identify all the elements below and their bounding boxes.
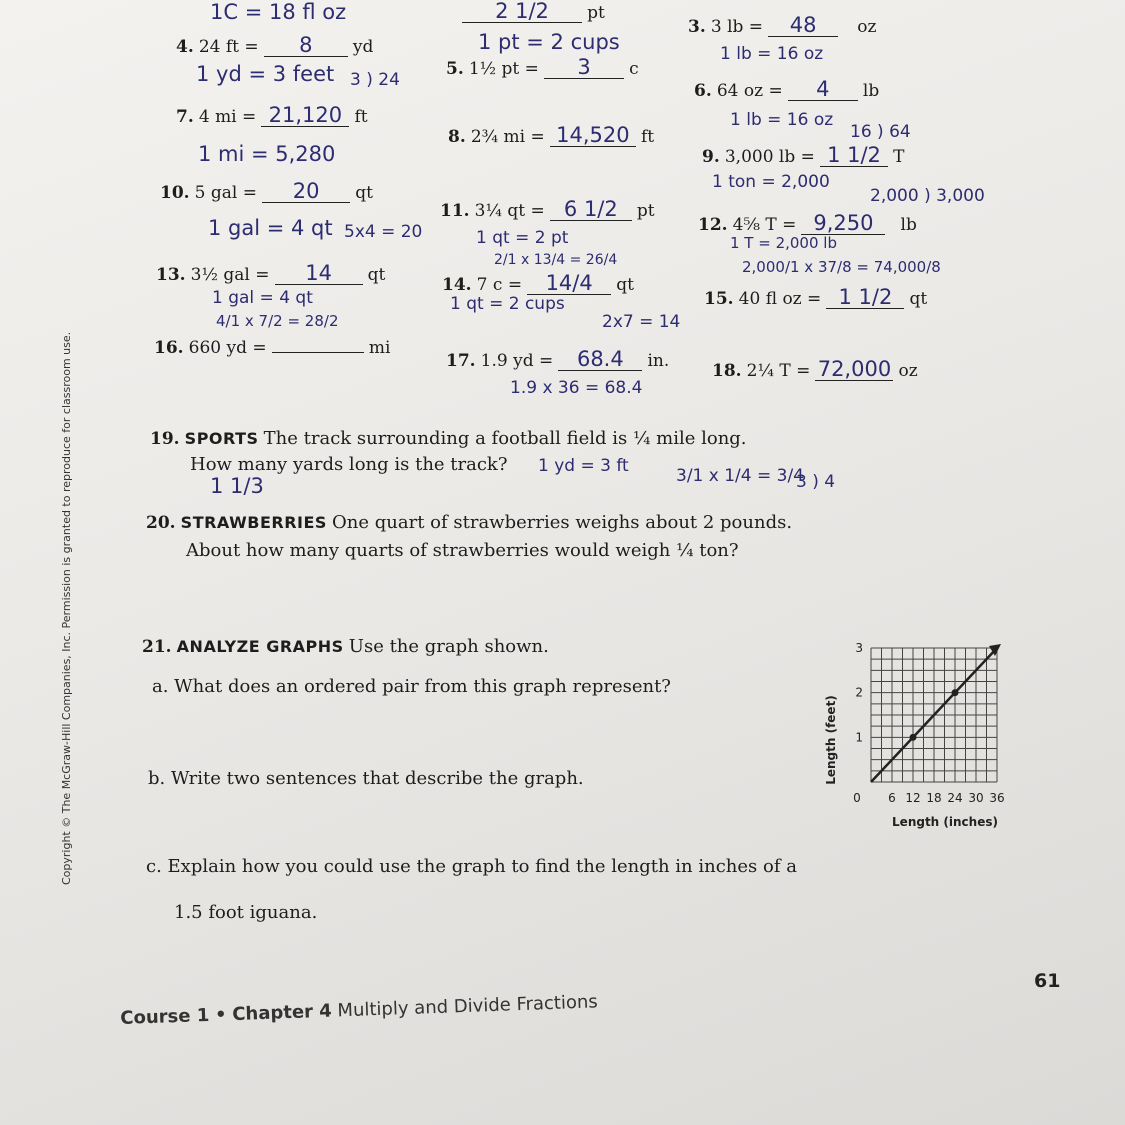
question-text: The track surrounding a football field is ¼ mile long. <box>263 428 747 449</box>
question-number: 19. <box>150 429 180 449</box>
x-tick-label: 12 <box>905 791 921 805</box>
hw-work-13: 4/1 x 7/2 = 28/2 <box>216 312 339 330</box>
y-tick-label: 1 <box>855 730 863 745</box>
graph-marks <box>871 644 1001 782</box>
problem-13 <box>156 262 385 285</box>
hw-answer-19: 1 1/3 <box>210 474 264 498</box>
problem-number: 6. <box>694 81 712 101</box>
problem-number: 17. <box>446 351 476 371</box>
problem-number: 5. <box>446 59 464 79</box>
hw-work-14: 2/1 x 13/4 = 26/4 <box>494 252 618 268</box>
problem-unit: ft <box>354 107 368 127</box>
problem-prompt: 1.9 yd = <box>480 351 554 371</box>
problem-answer: 20 <box>262 180 350 203</box>
problem-prompt: 660 yd = <box>188 338 267 358</box>
question-number: 21. <box>142 637 172 657</box>
problem-9 <box>702 144 904 167</box>
problem-3 <box>688 14 876 37</box>
problem-unit: oz <box>857 17 877 37</box>
problem-number: 15. <box>704 289 734 309</box>
page-footer <box>120 991 598 1029</box>
problem-number: 11. <box>440 201 470 221</box>
page-number: 61 <box>1034 970 1061 992</box>
problem-6 <box>694 78 879 101</box>
question-20 <box>146 512 792 533</box>
problem-unit: mi <box>368 338 391 358</box>
top-mid-answer-blank <box>462 0 605 23</box>
problem-16 <box>154 338 390 358</box>
footer-chapter: Chapter 4 <box>231 1000 333 1026</box>
y-axis-label: Length (feet) <box>824 695 838 785</box>
hw-work-6: 16 ) 64 <box>850 122 911 142</box>
problem-answer: 14/4 <box>527 272 611 295</box>
problem-number: 9. <box>702 147 720 167</box>
y-tick-label: 2 <box>855 685 863 700</box>
problem-prompt: 7 c = <box>476 275 523 295</box>
problem-unit: T <box>893 147 905 167</box>
problem-answer: 1 1/2 <box>820 144 888 167</box>
problem-answer: 6 1/2 <box>550 198 632 221</box>
problem-prompt: 3 lb = <box>710 17 764 37</box>
hw-work-9: 2,000 ) 3,000 <box>870 186 985 206</box>
length-graph <box>815 630 1015 840</box>
problem-11 <box>440 198 655 221</box>
hw-note-9: 1 ton = 2,000 <box>712 172 830 192</box>
hw-top-left-note: 1C = 18 fl oz <box>210 0 347 24</box>
problem-answer: 14,520 <box>550 124 636 147</box>
x-axis-label: Length (inches) <box>892 815 998 829</box>
x-tick-label: 30 <box>968 791 984 805</box>
problem-7 <box>176 104 368 127</box>
question-19-line2: How many yards long is the track? <box>190 454 508 475</box>
problem-unit: qt <box>367 265 386 285</box>
problem-number: 3. <box>688 17 706 37</box>
hw-note-6: 1 lb = 16 oz <box>730 110 834 130</box>
problem-4 <box>176 34 373 57</box>
problem-answer: 4 <box>788 78 858 101</box>
problem-number: 8. <box>448 127 466 147</box>
hw-work-10: 5x4 = 20 <box>344 222 423 242</box>
problem-12 <box>698 212 917 235</box>
problem-unit: in. <box>647 351 670 371</box>
problem-prompt: 4 mi = <box>198 107 257 127</box>
problem-answer: 68.4 <box>558 348 642 371</box>
problem-number: 16. <box>154 338 184 358</box>
problem-number: 13. <box>156 265 186 285</box>
problem-answer: 8 <box>264 34 348 57</box>
problem-unit: lb <box>862 81 880 101</box>
problem-answer[interactable] <box>272 352 364 353</box>
problem-18 <box>712 358 918 381</box>
problem-5 <box>446 56 639 79</box>
problem-17 <box>446 348 669 371</box>
problem-prompt: 1½ pt = <box>468 59 539 79</box>
footer-bullet: • <box>214 1004 227 1026</box>
x-tick-label: 24 <box>947 791 963 805</box>
problem-14 <box>442 272 634 295</box>
problem-prompt: 64 oz = <box>716 81 783 101</box>
x-tick-label: 0 <box>853 791 861 805</box>
question-20-line2: About how many quarts of strawberries would weigh ¼ ton? <box>186 540 739 561</box>
problem-answer: 1 1/2 <box>826 286 904 309</box>
problem-unit: qt <box>909 289 928 309</box>
hw-note-14: 1 qt = 2 cups <box>450 294 565 314</box>
problem-number: 10. <box>160 183 190 203</box>
hw-note-12: 1 T = 2,000 lb <box>730 234 837 252</box>
problem-answer: 21,120 <box>261 104 349 127</box>
problem-number: 18. <box>712 361 742 381</box>
x-tick-label: 6 <box>888 791 896 805</box>
question-21 <box>142 636 549 657</box>
question-keyword: ANALYZE GRAPHS <box>176 637 344 656</box>
footer-chapter-title: Multiply and Divide Fractions <box>337 991 599 1022</box>
hw-note-11: 1 qt = 2 pt <box>476 228 569 248</box>
problem-number: 14. <box>442 275 472 295</box>
problem-unit: c <box>629 59 639 79</box>
problem-15 <box>704 286 927 309</box>
x-tick-label: 18 <box>926 791 942 805</box>
hw-note-19: 1 yd = 3 ft <box>538 456 629 476</box>
hw-work-17: 1.9 x 36 = 68.4 <box>510 378 643 398</box>
problem-prompt: 40 fl oz = <box>738 289 822 309</box>
top-mid-unit: pt <box>587 3 605 23</box>
y-tick-label: 3 <box>855 641 863 655</box>
hw-top-mid-note: 1 pt = 2 cups <box>478 30 620 54</box>
hw-note-13: 1 gal = 4 qt <box>212 288 313 308</box>
problem-unit: qt <box>616 275 634 295</box>
hw-note-4: 1 yd = 3 feet <box>196 62 335 86</box>
problem-prompt: 3¼ qt = <box>474 201 545 221</box>
problem-unit: oz <box>898 361 918 381</box>
hw-note-3: 1 lb = 16 oz <box>720 44 824 64</box>
question-21-c-line2: 1.5 foot iguana. <box>174 902 318 923</box>
problem-unit: ft <box>640 127 655 147</box>
problem-unit: lb <box>900 215 917 235</box>
problem-8 <box>448 124 654 147</box>
footer-course: Course 1 <box>120 1004 210 1029</box>
hw-work-14-b: 2x7 = 14 <box>602 312 681 332</box>
problem-prompt: 24 ft = <box>198 37 259 57</box>
problem-number: 7. <box>176 107 194 127</box>
hw-work-12: 2,000/1 x 37/8 = 74,000/8 <box>742 258 941 276</box>
problem-answer: 72,000 <box>815 358 893 381</box>
data-point <box>910 734 917 741</box>
problem-answer: 9,250 <box>801 212 885 235</box>
question-21-b: b. Write two sentences that describe the graph. <box>148 768 584 789</box>
problem-number: 12. <box>698 215 728 235</box>
question-21-a: a. What does an ordered pair from this graph represent? <box>152 676 671 697</box>
problem-unit: yd <box>352 37 374 57</box>
top-mid-answer: 2 1/2 <box>462 0 582 23</box>
problem-prompt: 2¼ T = <box>746 361 811 381</box>
hw-work-19: 3/1 x 1/4 = 3/4 <box>676 466 804 486</box>
problem-answer: 14 <box>275 262 363 285</box>
question-text: One quart of strawberries weighs about 2 pounds. <box>332 512 793 533</box>
hw-note-7: 1 mi = 5,280 <box>198 142 336 166</box>
hw-work-4: 3 ) 24 <box>350 70 400 90</box>
problem-prompt: 3,000 lb = <box>724 147 815 167</box>
problem-answer: 48 <box>768 14 838 37</box>
x-tick-label: 36 <box>989 791 1005 805</box>
problem-prompt: 5 gal = <box>194 183 257 203</box>
question-keyword: SPORTS <box>184 429 259 448</box>
question-19 <box>150 428 747 449</box>
hw-note-10: 1 gal = 4 qt <box>208 216 333 240</box>
question-keyword: STRAWBERRIES <box>180 513 327 532</box>
problem-prompt: 2¾ mi = <box>470 127 545 147</box>
data-point <box>952 689 959 696</box>
problem-number: 4. <box>176 37 194 57</box>
question-number: 20. <box>146 513 176 533</box>
problem-prompt: 4⅝ T = <box>732 215 797 235</box>
problem-prompt: 3½ gal = <box>190 265 270 285</box>
question-text: Use the graph shown. <box>348 636 549 657</box>
hw-div-19: 3 ) 4 <box>796 472 836 492</box>
problem-10 <box>160 180 373 203</box>
question-21-c-line1: c. Explain how you could use the graph to find the length in inches of a <box>146 856 797 877</box>
problem-unit: pt <box>636 201 655 221</box>
copyright-notice: Copyright © The McGraw-Hill Companies, Inc. Permission is granted to reproduce for classroom use. <box>60 331 73 885</box>
problem-unit: qt <box>355 183 373 203</box>
problem-answer: 3 <box>544 56 624 79</box>
